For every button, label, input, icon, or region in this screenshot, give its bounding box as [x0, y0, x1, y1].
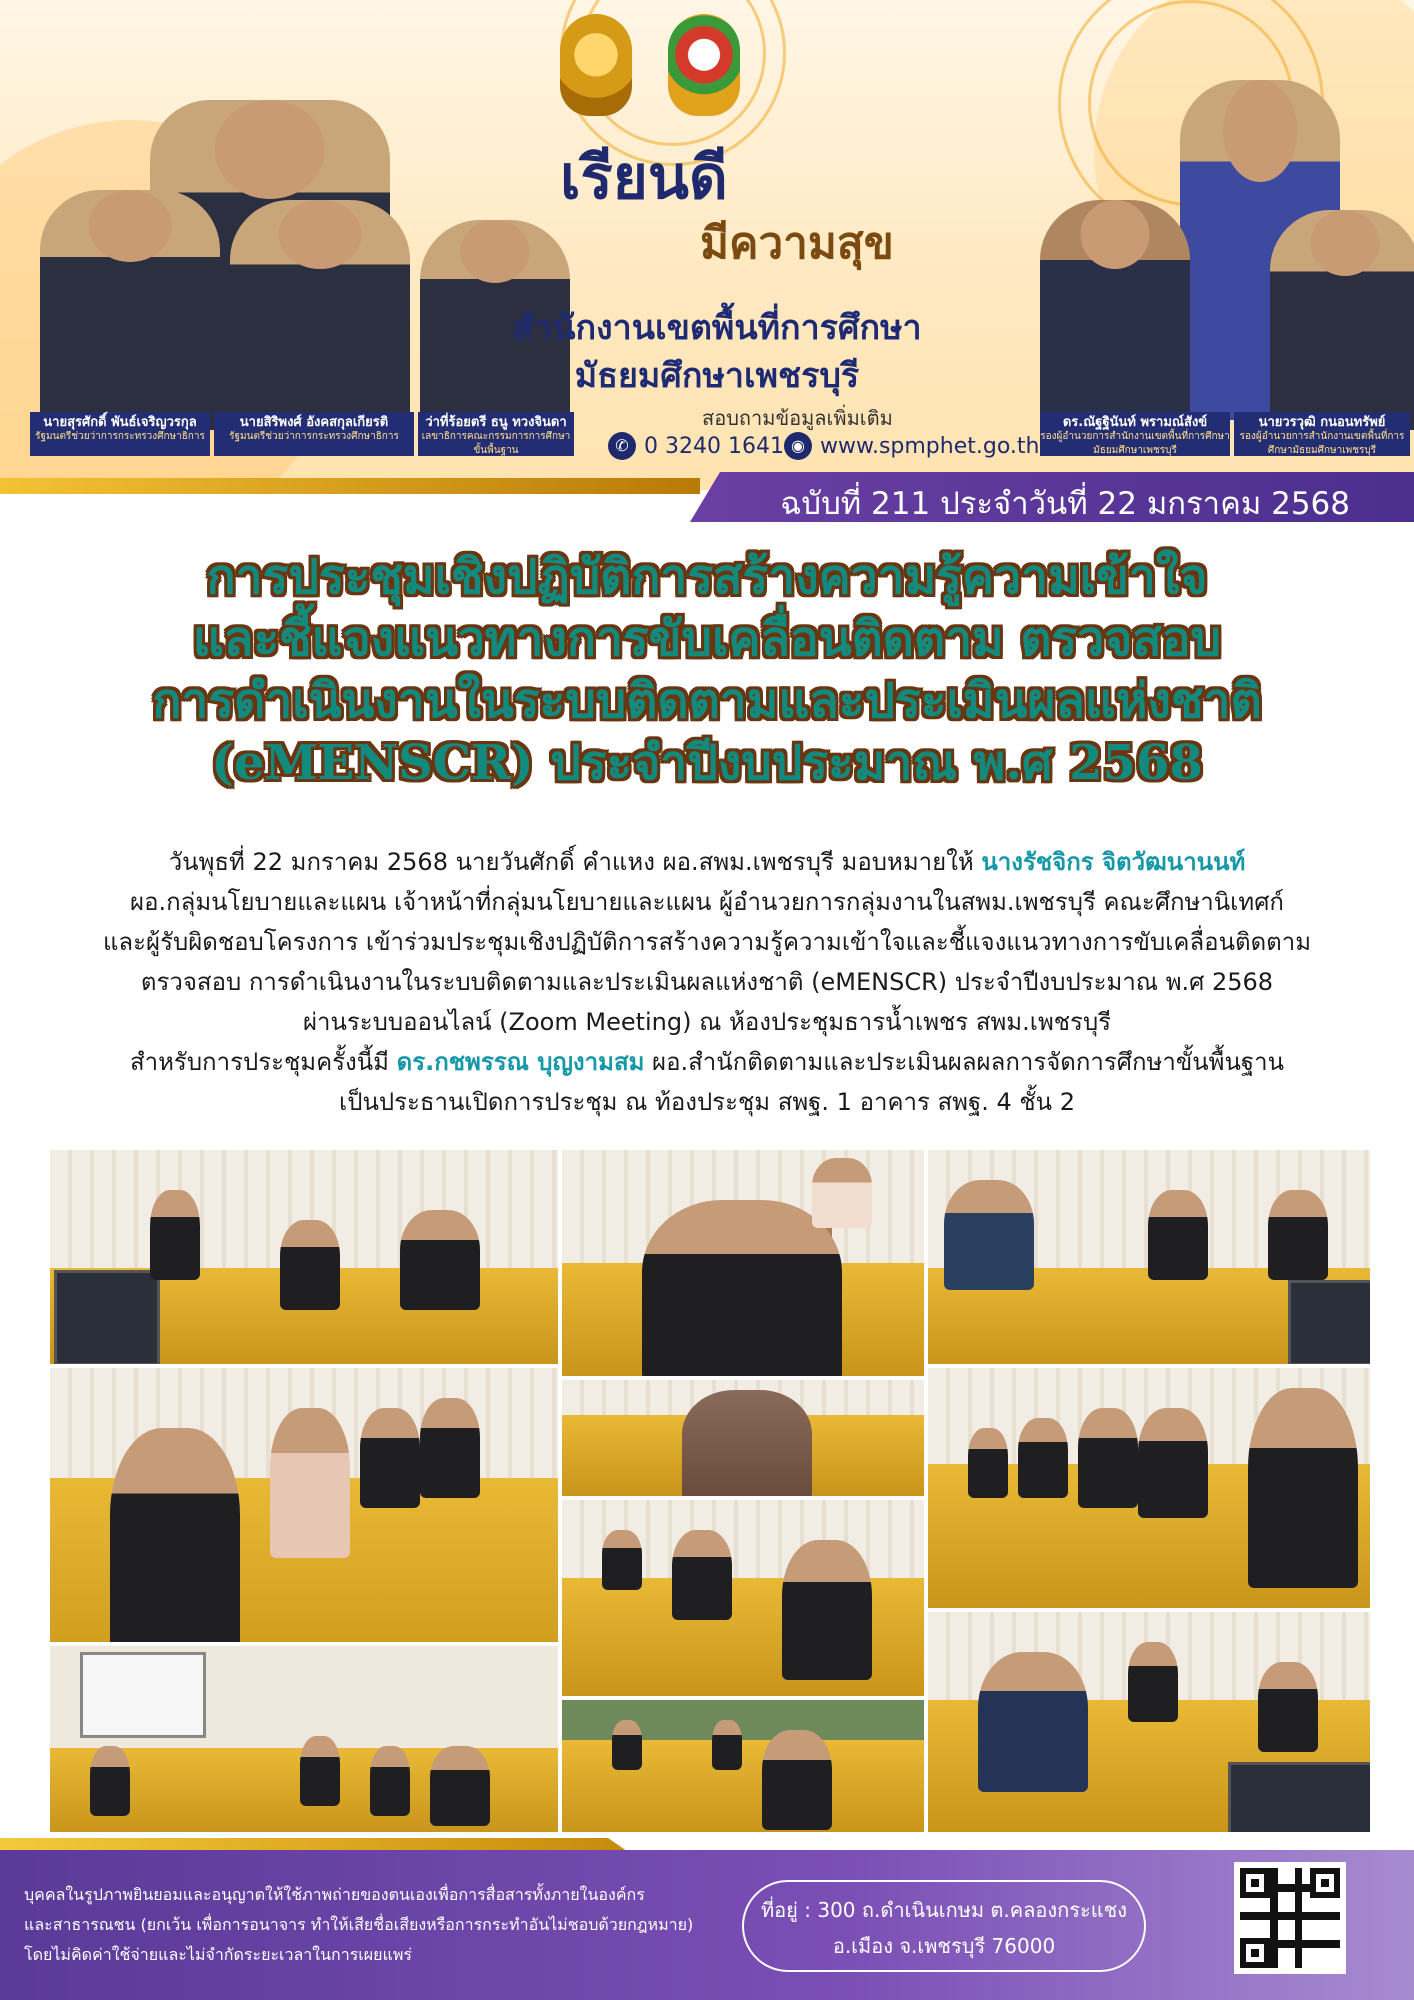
- body-line: เป็นประธานเปิดการประชุม ณ ท้องประชุม สพฐ. 1 อาคาร สพฐ. 4 ชั้น 2: [339, 1088, 1075, 1116]
- globe-icon: ◉: [784, 432, 812, 460]
- title-line: การดำเนินงานในระบบติดตามและประเมินผลแห่งชาติ: [152, 673, 1262, 729]
- address-box: [742, 1880, 1146, 1972]
- body-line: และผู้รับผิดชอบโครงการ เข้าร่วมประชุมเชิงปฏิบัติการสร้างความรู้ความเข้าใจและชี้แจงแนวทางการขับเคลื่อนติดตาม: [102, 928, 1312, 956]
- office-name-line2: มัธยมศึกษาเพชรบุรี: [574, 356, 860, 396]
- body-line: ตรวจสอบ การดำเนินงานในระบบติดตามและประเมินผลแห่งชาติ (eMENSCR) ประจำปีงบประมาณ พ.ศ 2568: [140, 968, 1274, 996]
- official-caption: ว่าที่ร้อยตรี ธนู ทวงจินดา เลขาธิการคณะกรรมการการศึกษาขั้นพื้นฐาน: [418, 412, 574, 456]
- title-line: (eMENSCR) ประจำปีงบประมาณ พ.ศ 2568: [211, 735, 1203, 791]
- official-caption: นายสุรศักดิ์ พันธ์เจริญวรกุล รัฐมนตรีช่วยว่าการกระทรวงศึกษาธิการ: [30, 412, 210, 456]
- body-line: วันพุธที่ 22 มกราคม 2568 นายวันศักดิ์ คำแหง ผอ.สพม.เพชรบุรี มอบหมายให้ นางรัชจิกร จิตวัฒนานนท์: [168, 848, 1246, 876]
- meeting-photo: [560, 1378, 926, 1498]
- phone-number: 0 3240 1641: [644, 433, 784, 459]
- inquiry-label: สอบถามข้อมูลเพิ่มเติม: [702, 406, 893, 430]
- title-line: การประชุมเชิงปฏิบัติการสร้างความรู้ความเข้าใจ: [206, 549, 1208, 605]
- meeting-photo: [560, 1148, 926, 1378]
- phone-contact: [608, 432, 784, 460]
- article-body: [20, 842, 1394, 1122]
- slogan-line2: มีความสุข: [700, 218, 894, 269]
- meeting-photo: [560, 1698, 926, 1834]
- body-line: ผอ.กลุ่มนโยบายและแผน เจ้าหน้าที่กลุ่มนโยบายและแผน ผู้อำนวยการกลุ่มงานในสพม.เพชรบุรี คณะศึกษานิเทศก์: [130, 888, 1284, 916]
- official-caption: นายวรวุฒิ กนอนทรัพย์ รองผู้อำนวยการสำนักงานเขตพื้นที่การศึกษามัธยมศึกษาเพชรบุรี: [1234, 412, 1410, 456]
- meeting-photo: [926, 1366, 1372, 1610]
- meeting-photo: [560, 1498, 926, 1698]
- office-name-line1: สำนักงานเขตพื้นที่การศึกษา: [512, 308, 922, 348]
- obec-emblem-icon: [668, 14, 740, 116]
- body-line: ผ่านระบบออนไลน์ (Zoom Meeting) ณ ห้องประชุมธารน้ำเพชร สพม.เพชรบุรี: [302, 1008, 1112, 1036]
- phone-icon: ✆: [608, 432, 636, 460]
- issue-number: ฉบับที่ 211 ประจำวันที่ 22 มกราคม 2568: [780, 486, 1350, 522]
- issue-bar-gold: [0, 478, 700, 494]
- official-caption: นายสิริพงศ์ อังคสกุลเกียรติ รัฐมนตรีช่วยว่าการกระทรวงศึกษาธิการ: [214, 412, 414, 456]
- ministry-emblem-icon: [560, 14, 632, 116]
- official-caption: ดร.ณัฐฐินันท์ พรามณ์สังข์ รองผู้อำนวยการสำนักงานเขตพื้นที่การศึกษามัธยมศึกษาเพชรบุรี: [1040, 412, 1230, 456]
- body-line: สำหรับการประชุมครั้งนี้มี ดร.กชพรรณ บุญงามสม ผอ.สำนักติดตามและประเมินผลผลการจัดการศึกษาขั้นพื้นฐาน: [129, 1048, 1284, 1076]
- qr-code-icon[interactable]: [1234, 1862, 1346, 1974]
- website-url: www.spmphet.go.th: [820, 433, 1040, 459]
- page-title: [0, 546, 1414, 794]
- meeting-photo: [926, 1148, 1372, 1366]
- highlight-name: นางรัชจิกร จิตวัฒนานนท์: [981, 848, 1246, 876]
- meeting-photo: [48, 1366, 560, 1644]
- slogan-line1: เรียนดี: [560, 143, 728, 213]
- web-contact: [784, 432, 1039, 460]
- title-line: และชี้แจงแนวทางการขับเคลื่อนติดตาม ตรวจสอบ: [192, 611, 1222, 667]
- meeting-photo: [48, 1644, 560, 1834]
- highlight-name: ดร.กชพรรณ บุญงามสม: [396, 1048, 645, 1076]
- consent-note: บุคคลในรูปภาพยินยอมและอนุญาตให้ใช้ภาพถ่ายของตนเองเพื่อการสื่อสารทั้งภายในองค์กร และสาธารณชน (ยกเว้น เพื่อการอนาจาร ทำให้เสียชื่อเสียงหรือการกระทำอันไม่ชอบด้วยกฎหมาย) โดยไม่คิดค่าใช้จ่ายและไม่จำกัดระยะเวลาในการเผยแพร่: [24, 1885, 694, 1964]
- meeting-photo: [926, 1610, 1372, 1834]
- meeting-photo: [48, 1148, 560, 1366]
- address-line: อ.เมือง จ.เพชรบุรี 76000: [832, 1934, 1056, 1958]
- header-banner: [0, 0, 1414, 490]
- address-line: ที่อยู่ : 300 ถ.ดำเนินเกษม ต.คลองกระแชง: [760, 1898, 1127, 1922]
